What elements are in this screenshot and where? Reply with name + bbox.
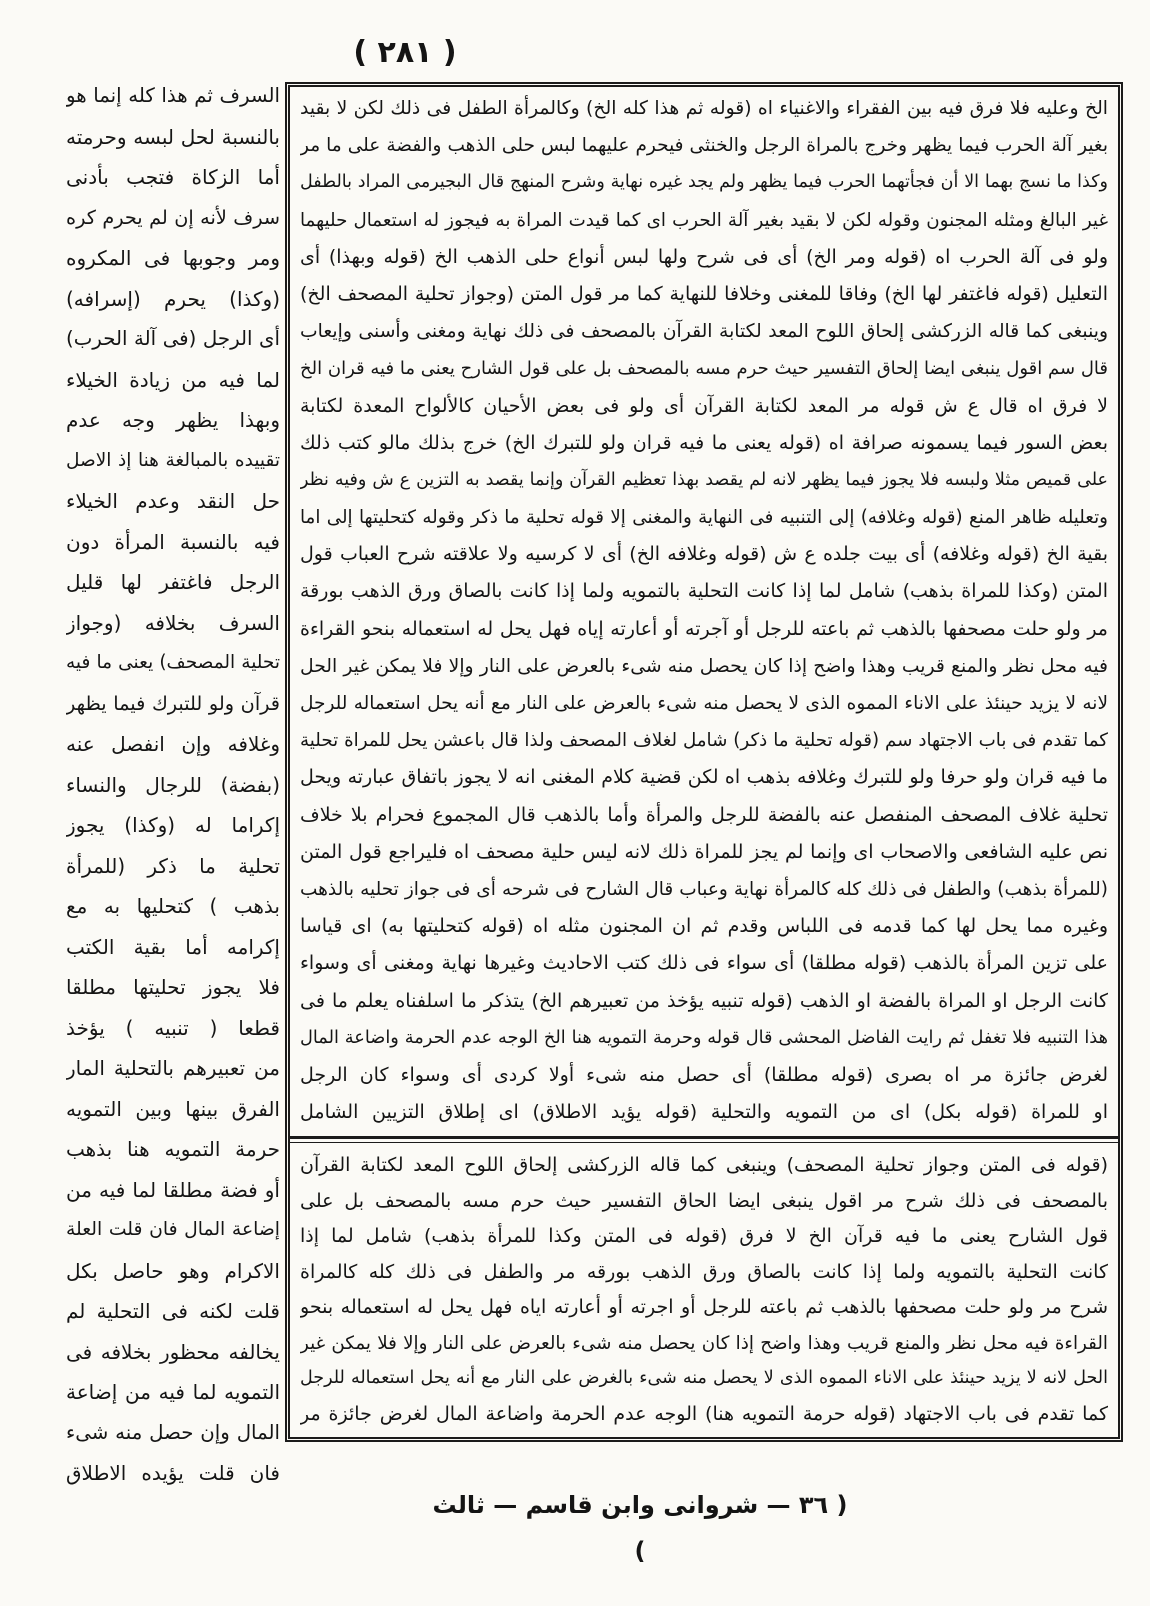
signature-line: ( ٣٦ — شروانى وابن قاسم — ثالث ): [432, 1491, 848, 1565]
margin-text-line: أو فضة مطلقا لما فيه من: [66, 1177, 280, 1202]
main-text-line: نص عليه الشافعى والاصحاب اى وإنما لم يجز للمراة ذلك لانه ليس حلية مصحف اه فليراجع قول المتن: [300, 840, 1108, 863]
footnote-text-line: كانت التحلية بالتمويه ولما إذا كانت بالصاق ورق الذهب بورقه مر والطفل فى ذلك كله كالمراة: [300, 1260, 1108, 1283]
margin-text-line: تحلية ما ذكر (للمرأة: [66, 853, 280, 878]
main-text-line: ما فيه قران ولو حرفا ولو للتبرك وغلافه بذهب اه لكن قضية كلام المغنى انه لا يجوز باتفاق عبارته ويحل: [300, 766, 1108, 789]
margin-text-line: (بفضة) للرجال والنساء: [66, 772, 280, 797]
footnote-text-line: شرح مر ولو حلت مصحفها بالذهب ثم باعته للرجل أو اجرته أو أعارته اياه فهل يحل له استعماله بنحو: [300, 1296, 1108, 1318]
margin-text-line: التمويه لما فيه من إضاعة: [66, 1380, 280, 1404]
margin-text-line: وغلافه وإن انفصل عنه: [66, 732, 280, 756]
margin-text-line: حرمة التمويه هنا بذهب: [66, 1137, 280, 1161]
main-text-line: بعض السور فيما يسمونه صرافة اه (قوله يعنى ما فيه قران ولو للتبرك الخ) خرج بذلك مالو كتب ذلك: [300, 431, 1108, 454]
margin-text-line: السرف ثم هذا كله إنما هو: [66, 84, 280, 107]
margin-text-line: سرف لأنه إن لم يحرم كره: [66, 205, 280, 229]
footnote-text-line: بالمصحف فى ذلك شرح مر اقول ينبغى ايضا الحاق التفسير حيث حرم مسه بالمصحف بل على: [300, 1189, 1108, 1212]
margin-text-line: ومر وجوبها فى المكروه: [66, 246, 280, 270]
margin-text-line: فلا يجوز تحليتها مطلقا: [66, 975, 280, 999]
footnote-text-line: قول الشارح يعنى ما فيه قرآن الخ لا فرق (قوله فى المتن وكذا للمرأة بذهب) شامل لما إذا: [300, 1225, 1108, 1247]
margin-text-line: إضاعة المال فان قلت العلة: [66, 1219, 280, 1240]
margin-text-line: قرآن ولو للتبرك فيما يظهر: [66, 691, 280, 715]
margin-text-line: قلت لكنه فى التحلية لم: [66, 1299, 280, 1323]
main-text-line: لغرض جائزة مر اه بصرى (قوله مطلقا) أى حصل منه شىء أولا كردى أى وسواء كان الرجل: [300, 1063, 1108, 1086]
margin-text-line: قطعا ( تنبيه ) يؤخذ: [66, 1015, 280, 1040]
main-text-line: (للمرأة بذهب) والطفل فى ذلك كله كالمرأة نهاية وعباب قال الشارح فى شرحه أى فى جواز تحليه بالذهب: [300, 878, 1108, 900]
margin-text-line: بذهب ) كتحليها به مع: [66, 894, 280, 918]
section-divider: [290, 1136, 1118, 1143]
main-text-line: لا فرق اه قال ع ش قوله مر المعد لكتابة القرآن أى ولو فى بعض الأحيان كالألواح المعدة لكتابة: [300, 394, 1108, 417]
main-text-line: بقية الخ (قوله وغلافه) أى بيت جلده ع ش (قوله وغلافه الخ) أى لا كرسيه ولا علاقته شرح العباب قول: [300, 543, 1108, 566]
main-text-line: كما تقدم فى باب الاجتهاد سم (قوله تحلية ما ذكر) شامل لغلاف المصحف ولذا قال باعشن يحل للمراة تحلية: [300, 730, 1108, 752]
footnote-text-line: (قوله فى المتن وجواز تحلية المصحف) وينبغى كما قاله الزركشى إلحاق اللوح المعد لكتابة القرآن: [300, 1154, 1108, 1176]
footnote-commentary-text: [300, 1148, 1108, 1432]
margin-text-line: أما الزكاة فتجب بأدنى: [66, 165, 280, 189]
footnote-text-line: كما تقدم فى باب الاجتهاد (قوله حرمة التمويه هنا) الوجه عدم الحرمة واضاعة المال لغرض جائزة مر: [300, 1402, 1108, 1425]
main-text-line: التعليل (قوله فاغتفر لها الخ) وفاقا للمغنى وخلافا للنهاية كما مر قول المتن (وجواز تحلية المصحف الخ): [300, 282, 1108, 305]
margin-text-line: لما فيه من زيادة الخيلاء: [66, 367, 280, 392]
margin-text-line: تحلية المصحف) يعنى ما فيه: [66, 652, 280, 673]
main-text-line: تحلية غلاف المصحف المنفصل عنه بالفضة للرجل والمرأة وأما بالذهب قال المجموع فحرام بلا خلاف: [300, 803, 1108, 826]
margin-text-column: [66, 76, 280, 1494]
margin-text-line: بالنسبة لحل لبسه وحرمته: [66, 124, 280, 149]
margin-text-line: تقييده بالمبالغة هنا إذ الاصل: [66, 449, 280, 471]
margin-text-line: الرجل فاغتفر لها قليل: [66, 570, 280, 594]
main-text-line: غير البالغ ومثله المجنون وقوله لكن لا بقيد بغير آلة الحرب اى كما قيدت المراة به فيجوز له استعمال حليهما: [300, 209, 1108, 231]
main-text-frame: [285, 82, 1123, 1442]
margin-text-line: المال وإن حصل منه شىء: [66, 1420, 280, 1444]
main-text-line: قال سم اقول ينبغى ايضا إلحاق التفسير حيث حرم مسه بالمصحف بل على قول الشارح يعنى ما فيه قران الخ: [300, 358, 1108, 380]
margin-text-line: الفرق بينها وبين التمويه: [66, 1096, 280, 1121]
footnote-text-line: القراءة فيه محل نظر والمنع قريب وهذا واضح إذا كان يحصل منه شىء بالعرض على النار وإلا فلا يمكن غير: [300, 1332, 1108, 1354]
main-text-line: المتن (وكذا للمراة بذهب) شامل لما إذا كانت التحلية بالتمويه ولما إذا كانت بالصاق ورق الذهب بورقة: [300, 580, 1108, 603]
main-text-line: الخ وعليه فلا فرق فيه بين الفقراء والاغنياء اه (قوله ثم هذا كله الخ) وكالمرأة الطفل فى ذلك لكن لا بقيد: [300, 98, 1108, 119]
margin-text-line: إكراما له (وكذا) يجوز: [66, 813, 280, 837]
main-text-line: على تزين المرأة بالذهب (قوله مطلقا) أى سواء فى ذلك كتب الاحاديث وغيرها نهاية ومغنى أى وسواء: [300, 952, 1108, 975]
margin-text-line: السرف بخلافه (وجواز: [66, 610, 280, 635]
main-text-line: هذا التنبيه فلا تغفل ثم رايت الفاضل المحشى قال قوله وحرمة التمويه هنا الخ الوجه عدم الحرمة واضاعة المال: [300, 1027, 1108, 1048]
page-number: ( ٢٨١ ): [353, 35, 457, 70]
main-text-line: بغير آلة الحرب فيما يظهر وخرج بالمراة الرجل والخنثى فيحرم عليهما لبس حلى الذهب والفضة على ما مر: [300, 135, 1108, 157]
footnote-text-line: الحل لانه لا يزيد حينئذ على الاناء المموه الذى لا يحصل منه شىء بالغرض على النار مع أنه يحل استعماله للرجل: [300, 1368, 1108, 1388]
main-text-line: كانت الرجل او المراة بالفضة او الذهب (قوله تنبيه يؤخذ من تعبيرهم الخ) يتذكر ما اسلفناه يعلم ما فى: [300, 989, 1108, 1012]
main-text-line: وغيره مما يحل لها كما قدمه فى اللباس وقدم ثم ان المجنون مثله اه (قوله كتحليتها به) اى قياسا: [300, 915, 1108, 938]
main-commentary-text: [300, 90, 1108, 1131]
main-text-line: وتعليله ظاهر المنع (قوله وغلافه) إلى التنبيه فى النهاية والمغنى إلا قوله تحلية ما ذكر وقوله كتحليتها إلى اما: [300, 507, 1108, 529]
main-text-line: وينبغى كما قاله الزركشى إلحاق اللوح المعد لكتابة القرآن بالمصحف فى ذلك نهاية ومغنى وأسنى وإيعاب: [300, 321, 1108, 343]
margin-text-line: الاكرام وهو حاصل بكل: [66, 1258, 280, 1283]
main-text-line: ولو فى آلة الحرب اه (قوله ومر الخ) أى فى شرح ولها لبس أنواع حلى الذهب الخ (قوله وبهذا) أى: [300, 245, 1108, 268]
margin-text-line: فيه بالنسبة المرأة دون: [66, 529, 280, 554]
main-text-line: فيه محل نظر والمنع قريب وهذا واضح إذا كان يحصل منه شىء بالعرض على النار وإلا فلا يمكن غير الحل: [300, 655, 1108, 677]
main-text-line: او للمراة (قوله بكل) اى من التمويه والتحلية (قوله يؤيد الاطلاق) اى إطلاق التزيين الشامل: [300, 1101, 1108, 1124]
main-text-line: على قميص مثلا ولبسه فلا يجوز فيما يظهر لانه لم يقصد بهذا تعظيم القرآن وإنما يقصد به التزين ع ش وفيه نظر: [300, 469, 1108, 490]
main-text-line: وكذا ما نسج بهما الا أن فجأتهما الحرب فيما يظهر ولم يجد غيره نهاية وشرح المنهج قال البجيرمى المراد بالطفل: [300, 172, 1108, 193]
margin-text-line: إكرامه أما بقية الكتب: [66, 934, 280, 959]
margin-text-line: حل النقد وعدم الخيلاء: [66, 489, 280, 513]
margin-text-line: يخالفه محظور بخلافه فى: [66, 1339, 280, 1364]
margin-text-line: (وكذا) يحرم (إسرافه): [66, 286, 280, 311]
margin-text-line: أى الرجل (فى آلة الحرب): [66, 327, 280, 350]
main-text-line: لانه لا يزيد حينئذ على الاناء المموه الذى لا يحصل منه شىء بالعرض على النار مع أنه يحل استعماله للرجل: [300, 693, 1108, 714]
main-text-line: مر ولو حلت مصحفها بالذهب ثم باعته للرجل أو آجرته أو أعارته إياه فهل يحل له استعماله بنحو القراءة: [300, 617, 1108, 640]
margin-text-line: فان قلت يؤيده الاطلاق: [66, 1461, 280, 1485]
margin-text-line: وبهذا يظهر وجه عدم: [66, 408, 280, 432]
margin-text-line: من تعبيرهم بالتحلية المار: [66, 1056, 280, 1080]
